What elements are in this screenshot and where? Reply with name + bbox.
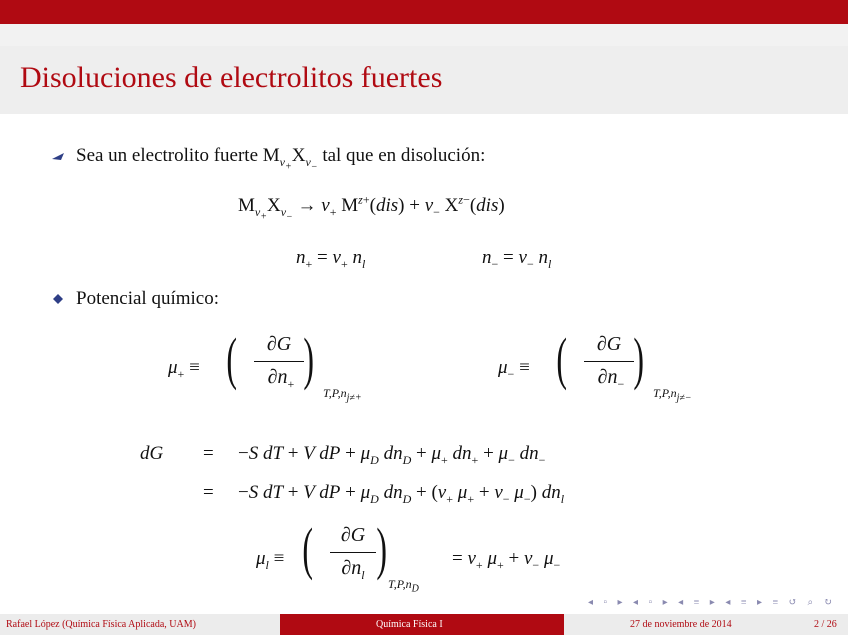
dG-symbol: dG	[140, 443, 164, 464]
mu-minus-subscript: $T,P,n_{j\ne-}$	[653, 386, 692, 404]
footer	[0, 614, 848, 635]
n-minus-relation: $n_- = \nu_-$ $n_l$	[482, 247, 552, 271]
mu-minus-denominator: $\partial n_-$	[597, 366, 625, 391]
footer-course: Química Física I	[376, 619, 443, 630]
bullet-1-label: Sea un electrolito fuerte	[76, 145, 259, 166]
mu-plus-numerator: ∂G	[266, 333, 292, 355]
footer-author: Rafael López (Química Física Aplicada, UAM)	[6, 619, 196, 630]
mu-minus-left-paren: (	[556, 326, 567, 391]
mu-minus-numerator: ∂G	[596, 333, 622, 355]
mu-l-symbol: $\mu_l$ ≡	[256, 548, 285, 572]
footer-date: 27 de noviembre de 2014	[630, 619, 732, 630]
footer-date-box	[564, 614, 848, 635]
electrolyte-formula: $M_{\nu_+}X_{\nu_-}$	[262, 145, 318, 173]
dG-line-1: −S dT + V dP + $\mu_D$ $dn_D + \mu_+$ $dn_+ + \mu_-$ $dn_-$	[238, 443, 546, 467]
mu-l-result: = $\nu_+$ $\mu_+ + \nu_-$ $\mu_-$	[452, 548, 561, 572]
mu-l-denominator: $\partial n_l$	[341, 557, 365, 582]
bullet-1-text	[76, 145, 486, 173]
footer-page-number: 2 / 26	[814, 619, 837, 630]
mu-l-subscript: $T,P,n_D$	[388, 577, 419, 595]
dG-equals-2: =	[203, 482, 214, 503]
mu-plus-subscript: $T,P,n_{j\ne+}$	[323, 386, 362, 404]
mu-plus-left-paren: (	[226, 326, 237, 391]
mu-minus-right-paren: )	[633, 326, 644, 391]
mu-l-left-paren: (	[302, 516, 313, 581]
triangle-bullet-icon	[50, 148, 68, 162]
mu-minus-symbol: $\mu_-$ ≡	[498, 357, 530, 381]
n-plus-relation: $n_+ = \nu_+$ $n_l$	[296, 247, 366, 271]
mu-plus-denominator: $\partial n_+$	[267, 366, 295, 391]
mu-l-numerator: ∂G	[340, 524, 366, 546]
mu-l-right-paren: )	[376, 516, 387, 581]
bullet-2-text: Potencial químico:	[76, 288, 220, 309]
beamer-navigation-icons[interactable]: ◂ ▫ ▸ ◂ ▫ ▸ ◂ ≡ ▸ ◂ ≡ ▸ ≡ ↺ ⌕ ↻	[587, 597, 836, 608]
mu-minus-fraction-line	[584, 361, 634, 362]
bullet-1-tail: tal que en disolución:	[322, 145, 486, 166]
mu-l-fraction-line	[330, 552, 376, 553]
header-sub-bar	[0, 24, 848, 46]
mu-plus-fraction-line	[254, 361, 304, 362]
dG-equals-1: =	[203, 443, 214, 464]
dissociation-equation: $M_{\nu_+}X_{\nu_-} \to \nu_+$ $M^{z+}(dis) + \nu_-$ $X^{z-}(dis)$	[238, 192, 505, 223]
mu-plus-symbol: $\mu_+$ ≡	[168, 357, 200, 381]
dG-line-2: −S dT + V dP + $\mu_D$ $dn_D + (\nu_+$ $\mu_+ + \nu_-$ $\mu_-$) $dn_l$	[238, 482, 565, 506]
diamond-bullet-icon	[50, 292, 68, 306]
footer-course-box	[280, 614, 564, 635]
slide-title: Disoluciones de electrolitos fuertes	[20, 61, 443, 94]
header-top-bar	[0, 0, 848, 24]
mu-plus-right-paren: )	[303, 326, 314, 391]
footer-author-box	[0, 614, 280, 635]
